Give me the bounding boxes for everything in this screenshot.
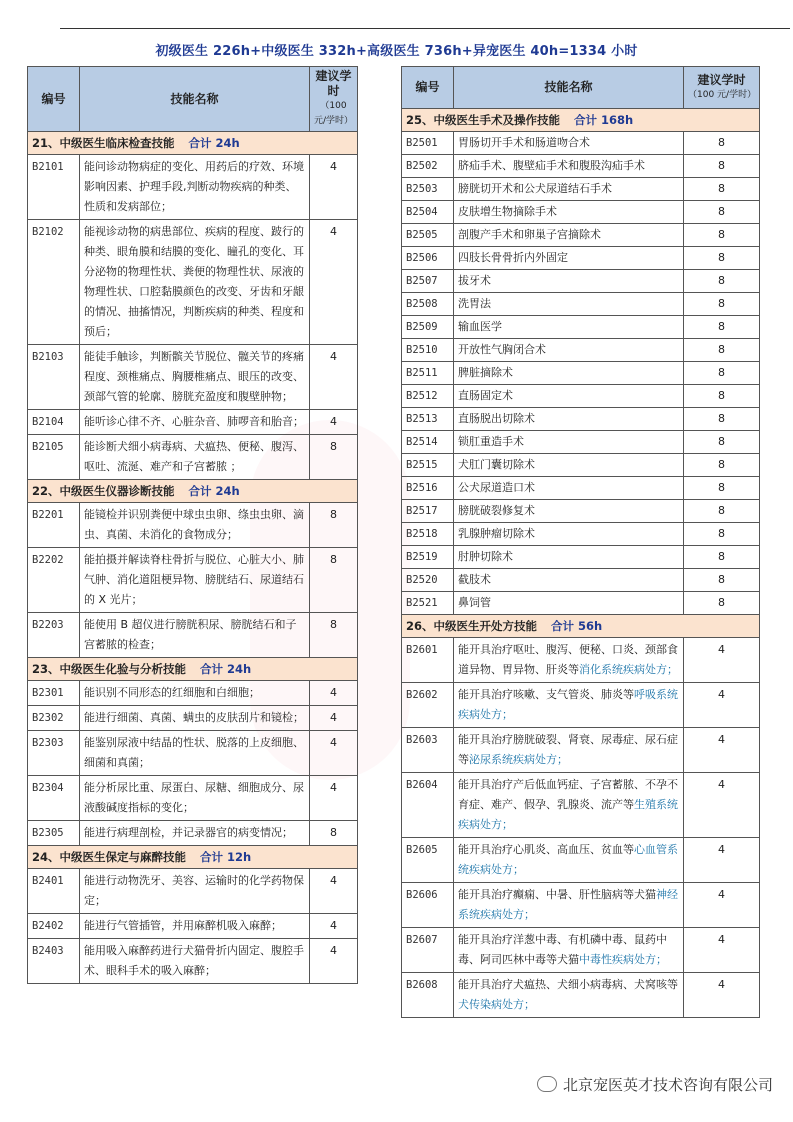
skill-name: 能用吸入麻醉药进行犬猫骨折内固定、腹腔手术、眼科手术的吸入麻醉； <box>80 939 310 984</box>
skill-hours: 4 <box>310 345 358 410</box>
skill-name: 能开具治疗呕吐、腹泻、便秘、口炎、颈部食道异物、胃异物、肝炎等消化系统疾病处方； <box>454 638 684 683</box>
table-row <box>28 939 358 984</box>
skills-table-right <box>401 66 760 1018</box>
section-title: 24、中级医生保定与麻醉技能 <box>32 850 187 864</box>
skill-hours: 4 <box>310 410 358 435</box>
skill-code: B2607 <box>402 928 454 973</box>
skill-name: 剖腹产手术和卵巢子宫摘除术 <box>454 224 684 247</box>
table-row <box>402 569 760 592</box>
section-total: 合计 24h <box>188 484 240 498</box>
skill-code: B2503 <box>402 178 454 201</box>
skill-hours: 8 <box>684 178 760 201</box>
skill-code: B2104 <box>28 410 80 435</box>
skill-name: 皮肤增生物摘除手术 <box>454 201 684 224</box>
skill-name: 能识别不同形态的红细胞和白细胞； <box>80 681 310 706</box>
table-row <box>402 638 760 683</box>
skill-hours: 4 <box>684 683 760 728</box>
skill-code: B2519 <box>402 546 454 569</box>
skill-hours: 8 <box>684 132 760 155</box>
header-code: 编号 <box>28 67 80 132</box>
skill-name: 能开具治疗心肌炎、高血压、贫血等心血管系统疾病处方； <box>454 838 684 883</box>
skill-hours: 8 <box>684 569 760 592</box>
skill-name: 锁肛重造手术 <box>454 431 684 454</box>
skill-hours: 8 <box>684 339 760 362</box>
table-row <box>402 293 760 316</box>
skill-name: 能开具治疗咳嗽、支气管炎、肺炎等呼吸系统疾病处方； <box>454 683 684 728</box>
skill-name: 能徒手触诊，判断髌关节脱位、髋关节的疼痛程度、颈椎痛点、胸腰椎痛点、眼压的改变、颈部气管的轮廓、膀胱充盈度和腹壁肿物； <box>80 345 310 410</box>
section-s24 <box>28 846 358 984</box>
skill-name: 能开具治疗洋葱中毒、有机磷中毒、鼠药中毒、阿司匹林中毒等犬猫中毒性疾病处方； <box>454 928 684 973</box>
skill-code: B2303 <box>28 731 80 776</box>
skill-name: 拔牙术 <box>454 270 684 293</box>
skill-name: 能问诊动物病症的变化、用药后的疗效、环境影响因素、护理手段,判断动物疾病的种类、性质和发病部位； <box>80 155 310 220</box>
skill-hours: 4 <box>310 869 358 914</box>
skill-code: B2520 <box>402 569 454 592</box>
table-row <box>28 410 358 435</box>
skill-hours: 4 <box>310 939 358 984</box>
skill-name: 肘肿切除术 <box>454 546 684 569</box>
skill-code: B2604 <box>402 773 454 838</box>
footer-company: 北京宠医英才技术咨询有限公司 <box>537 1074 773 1095</box>
skill-code: B2103 <box>28 345 80 410</box>
skill-hours: 8 <box>310 548 358 613</box>
skill-name: 能分析尿比重、尿蛋白、尿糖、细胞成分、尿液酸碱度指标的变化； <box>80 776 310 821</box>
system-label: 犬传染病处方； <box>458 998 535 1011</box>
skill-hours: 8 <box>684 523 760 546</box>
skill-code: B2305 <box>28 821 80 846</box>
skill-code: B2508 <box>402 293 454 316</box>
skill-hours: 4 <box>310 220 358 345</box>
skill-code: B2515 <box>402 454 454 477</box>
skill-name: 能开具治疗癫痫、中暑、肝性脑病等犬猫神经系统疾病处方； <box>454 883 684 928</box>
section-header <box>28 480 358 503</box>
table-row <box>28 821 358 846</box>
section-title: 21、中级医生临床检查技能 <box>32 136 175 150</box>
skill-hours: 4 <box>684 773 760 838</box>
skill-hours: 8 <box>684 431 760 454</box>
skill-name: 能进行动物洗牙、美容、运输时的化学药物保定； <box>80 869 310 914</box>
skill-hours: 8 <box>684 224 760 247</box>
table-row <box>402 773 760 838</box>
skill-name: 能进行病理剖检，并记录器官的病变情况； <box>80 821 310 846</box>
skill-hours: 8 <box>684 477 760 500</box>
skill-code: B2605 <box>402 838 454 883</box>
table-row <box>28 731 358 776</box>
skill-hours: 8 <box>684 270 760 293</box>
table-row <box>402 316 760 339</box>
skill-name: 鼻饲管 <box>454 592 684 615</box>
table-row <box>402 477 760 500</box>
skill-name: 能诊断犬细小病毒病、犬瘟热、便秘、腹泻、呕吐、流涎、难产和子宫蓄脓 ； <box>80 435 310 480</box>
section-header <box>28 658 358 681</box>
header-name: 技能名称 <box>80 67 310 132</box>
skill-code: B2509 <box>402 316 454 339</box>
table-row <box>402 683 760 728</box>
skill-hours: 4 <box>310 681 358 706</box>
skill-name: 能开具治疗膀胱破裂、肾衰、尿毒症、尿石症等泌尿系统疾病处方； <box>454 728 684 773</box>
section-header <box>402 109 760 132</box>
skill-hours: 8 <box>684 316 760 339</box>
table-row <box>28 914 358 939</box>
table-row <box>402 523 760 546</box>
skill-code: B2511 <box>402 362 454 385</box>
skill-hours: 4 <box>684 973 760 1018</box>
skill-hours: 4 <box>310 706 358 731</box>
skill-code: B2516 <box>402 477 454 500</box>
table-row <box>28 503 358 548</box>
system-label: 神经系统疾病处方； <box>458 888 678 921</box>
system-label: 消化系统疾病处方； <box>579 663 678 676</box>
skill-code: B2304 <box>28 776 80 821</box>
section-total: 合计 12h <box>200 850 252 864</box>
table-row <box>402 362 760 385</box>
table-row <box>402 838 760 883</box>
skill-name: 能听诊心律不齐、心脏杂音、肺啰音和胎音； <box>80 410 310 435</box>
table-row <box>28 613 358 658</box>
skill-hours: 4 <box>684 638 760 683</box>
table-row <box>402 728 760 773</box>
section-header <box>28 846 358 869</box>
skill-hours: 8 <box>684 454 760 477</box>
skill-code: B2513 <box>402 408 454 431</box>
skill-name: 乳腺肿瘤切除术 <box>454 523 684 546</box>
skill-code: B2521 <box>402 592 454 615</box>
system-label: 生殖系统疾病处方； <box>458 798 678 831</box>
skill-hours: 8 <box>684 293 760 316</box>
skill-name: 截肢术 <box>454 569 684 592</box>
table-row <box>402 454 760 477</box>
skill-name: 能进行细菌、真菌、螨虫的皮肤刮片和镜检； <box>80 706 310 731</box>
skill-hours: 8 <box>310 821 358 846</box>
wechat-icon <box>537 1076 557 1092</box>
top-rule <box>60 28 790 29</box>
header-name: 技能名称 <box>454 67 684 109</box>
table-row <box>402 408 760 431</box>
table-row <box>402 155 760 178</box>
skill-code: B2102 <box>28 220 80 345</box>
skill-code: B2501 <box>402 132 454 155</box>
skill-hours: 4 <box>684 728 760 773</box>
skill-name: 能拍摄并解读脊柱骨折与脱位、心脏大小、肺气肿、消化道阻梗异物、膀胱结石、尿道结石的 X 光片； <box>80 548 310 613</box>
table-row <box>28 548 358 613</box>
section-s22 <box>28 480 358 658</box>
skill-code: B2302 <box>28 706 80 731</box>
section-header <box>28 132 358 155</box>
skill-code: B2101 <box>28 155 80 220</box>
skill-name: 公犬尿道造口术 <box>454 477 684 500</box>
skill-hours: 4 <box>684 928 760 973</box>
skill-code: B2510 <box>402 339 454 362</box>
section-s21 <box>28 132 358 480</box>
section-title: 23、中级医生化验与分析技能 <box>32 662 187 676</box>
skill-hours: 4 <box>310 776 358 821</box>
skill-hours: 8 <box>684 385 760 408</box>
table-row <box>402 270 760 293</box>
section-title: 22、中级医生仪器诊断技能 <box>32 484 175 498</box>
section-s23 <box>28 658 358 846</box>
skill-name: 输血医学 <box>454 316 684 339</box>
skill-code: B2602 <box>402 683 454 728</box>
system-label: 心血管系统疾病处方； <box>458 843 678 876</box>
skill-hours: 4 <box>310 731 358 776</box>
section-title: 25、中级医生手术及操作技能 <box>406 113 561 127</box>
skill-code: B2202 <box>28 548 80 613</box>
skill-name: 开放性气胸闭合术 <box>454 339 684 362</box>
skill-name: 直肠脱出切除术 <box>454 408 684 431</box>
table-row <box>28 869 358 914</box>
table-row <box>402 132 760 155</box>
table-row <box>402 178 760 201</box>
skill-hours: 8 <box>684 201 760 224</box>
section-total: 合计 24h <box>200 662 252 676</box>
table-row <box>28 155 358 220</box>
skill-hours: 8 <box>684 500 760 523</box>
table-row <box>402 385 760 408</box>
skill-code: B2203 <box>28 613 80 658</box>
section-total: 合计 168h <box>574 113 634 127</box>
skill-code: B2201 <box>28 503 80 548</box>
skill-hours: 8 <box>684 592 760 615</box>
skills-table-left <box>27 66 358 984</box>
skill-code: B2507 <box>402 270 454 293</box>
skill-code: B2606 <box>402 883 454 928</box>
skill-name: 膀胱破裂修复术 <box>454 500 684 523</box>
table-row <box>28 776 358 821</box>
skill-name: 能视诊动物的病患部位、疾病的程度、跛行的种类、眼角膜和结膜的变化、瞳孔的变化、耳分泌物的物理性状、粪便的物理性状、尿液的物理性状、口腔黏膜颜色的改变、牙齿和牙龈的情况、抽搐情况，判断疾病的种类、程度和预后； <box>80 220 310 345</box>
system-label: 泌尿系统疾病处方； <box>469 753 568 766</box>
skill-hours: 8 <box>310 503 358 548</box>
table-row <box>402 431 760 454</box>
table-row <box>402 201 760 224</box>
skill-hours: 8 <box>310 613 358 658</box>
skill-name: 胃肠切开手术和肠道吻合术 <box>454 132 684 155</box>
skill-code: B2105 <box>28 435 80 480</box>
skill-code: B2518 <box>402 523 454 546</box>
section-s26 <box>402 615 760 1018</box>
table-row <box>402 928 760 973</box>
table-row <box>402 973 760 1018</box>
section-total: 合计 24h <box>188 136 240 150</box>
skill-code: B2512 <box>402 385 454 408</box>
table-row <box>402 500 760 523</box>
skill-code: B2403 <box>28 939 80 984</box>
skill-hours: 8 <box>310 435 358 480</box>
skill-code: B2601 <box>402 638 454 683</box>
skill-name: 能开具治疗产后低血钙症、子宫蓄脓、不孕不育症、难产、假孕、乳腺炎、流产等生殖系统疾病处方； <box>454 773 684 838</box>
header-code: 编号 <box>402 67 454 109</box>
table-row <box>402 592 760 615</box>
skill-name: 直肠固定术 <box>454 385 684 408</box>
table-row <box>28 435 358 480</box>
skill-name: 四肢长骨骨折内外固定 <box>454 247 684 270</box>
skill-hours: 8 <box>684 155 760 178</box>
section-header <box>402 615 760 638</box>
table-row <box>28 706 358 731</box>
table-row <box>402 339 760 362</box>
skill-name: 脾脏摘除术 <box>454 362 684 385</box>
table-row <box>402 247 760 270</box>
skill-code: B2514 <box>402 431 454 454</box>
skill-code: B2608 <box>402 973 454 1018</box>
skill-name: 能镜检并识别粪便中球虫虫卵、绦虫虫卵、滴虫、真菌、未消化的食物成分； <box>80 503 310 548</box>
table-row <box>402 883 760 928</box>
skill-name: 犬肛门囊切除术 <box>454 454 684 477</box>
skill-name: 能进行气管插管，并用麻醉机吸入麻醉； <box>80 914 310 939</box>
header-hours: 建议学时 （100 元/学时） <box>310 67 358 132</box>
page-title: 初级医生 226h+中级医生 332h+高级医生 736h+异宠医生 40h=1334 小时 <box>155 44 638 59</box>
table-row <box>402 224 760 247</box>
table-row <box>402 546 760 569</box>
skill-hours: 8 <box>684 408 760 431</box>
table-row <box>28 220 358 345</box>
skill-name: 洗胃法 <box>454 293 684 316</box>
system-label: 呼吸系统疾病处方； <box>458 688 678 721</box>
skill-name: 能使用 B 超仪进行膀胱积尿、膀胱结石和子宫蓄脓的检查； <box>80 613 310 658</box>
skill-name: 膀胱切开术和公犬尿道结石手术 <box>454 178 684 201</box>
system-label: 中毒性疾病处方； <box>579 953 667 966</box>
skill-code: B2517 <box>402 500 454 523</box>
skill-hours: 8 <box>684 546 760 569</box>
skill-hours: 4 <box>684 838 760 883</box>
skill-name: 能开具治疗犬瘟热、犬细小病毒病、犬窝咳等犬传染病处方； <box>454 973 684 1018</box>
section-s25 <box>402 109 760 615</box>
skill-name: 脐疝手术、腹壁疝手术和腹股沟疝手术 <box>454 155 684 178</box>
table-row <box>28 681 358 706</box>
skill-hours: 4 <box>310 914 358 939</box>
skill-code: B2402 <box>28 914 80 939</box>
header-hours: 建议学时 （100 元/学时） <box>684 67 760 109</box>
section-title: 26、中级医生开处方技能 <box>406 619 538 633</box>
skill-hours: 8 <box>684 362 760 385</box>
table-row <box>28 345 358 410</box>
skill-code: B2401 <box>28 869 80 914</box>
section-total: 合计 56h <box>551 619 603 633</box>
skill-hours: 8 <box>684 247 760 270</box>
skill-hours: 4 <box>684 883 760 928</box>
skill-code: B2506 <box>402 247 454 270</box>
skill-code: B2505 <box>402 224 454 247</box>
skill-code: B2504 <box>402 201 454 224</box>
skill-code: B2603 <box>402 728 454 773</box>
skill-hours: 4 <box>310 155 358 220</box>
skill-code: B2502 <box>402 155 454 178</box>
skill-code: B2301 <box>28 681 80 706</box>
skill-name: 能鉴别尿液中结晶的性状、脱落的上皮细胞、细菌和真菌； <box>80 731 310 776</box>
